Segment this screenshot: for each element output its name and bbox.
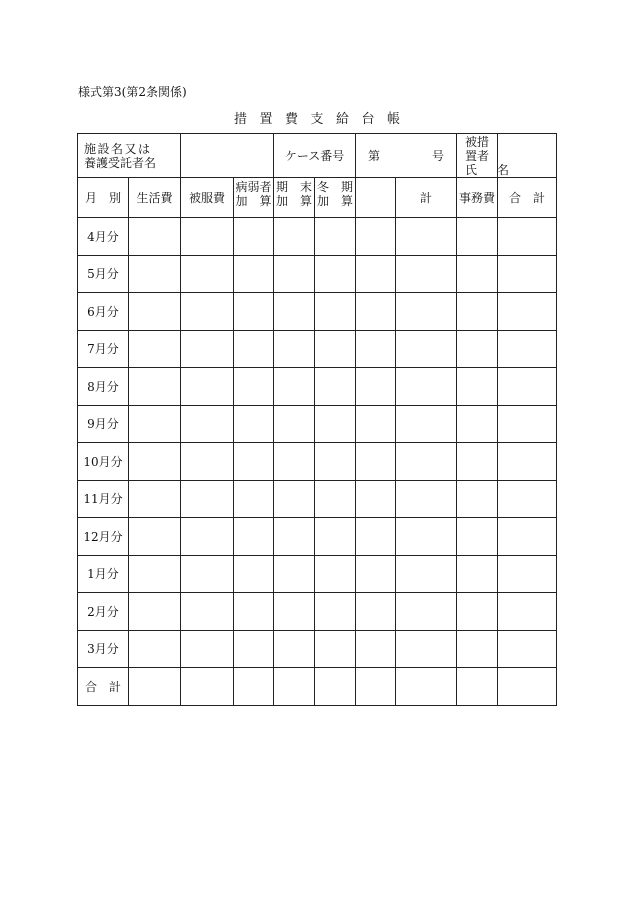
amount-cell[interactable]	[274, 405, 315, 443]
col-winter-addition	[315, 178, 356, 218]
document-title: 措置費支給台帳	[234, 112, 413, 127]
month-label: 1月分	[78, 555, 129, 593]
amount-cell[interactable]	[315, 405, 356, 443]
col-subtotal: 計	[396, 178, 457, 218]
total-cell[interactable]	[396, 668, 457, 706]
amount-cell[interactable]	[181, 630, 234, 668]
amount-cell[interactable]	[181, 255, 234, 293]
amount-cell[interactable]	[356, 293, 396, 331]
case-number-go: 号	[432, 149, 445, 163]
amount-cell[interactable]	[129, 255, 181, 293]
amount-cell[interactable]	[498, 480, 557, 518]
total-row	[78, 668, 557, 706]
month-row	[78, 255, 557, 293]
amount-cell[interactable]	[274, 630, 315, 668]
amount-cell[interactable]	[396, 593, 457, 631]
amount-cell[interactable]	[315, 480, 356, 518]
amount-cell[interactable]	[234, 405, 274, 443]
total-cell[interactable]	[181, 668, 234, 706]
total-cell[interactable]	[457, 668, 498, 706]
amount-cell[interactable]	[396, 368, 457, 406]
amount-cell[interactable]	[181, 368, 234, 406]
total-cell[interactable]	[234, 668, 274, 706]
amount-cell[interactable]	[498, 255, 557, 293]
amount-cell[interactable]	[181, 593, 234, 631]
total-cell[interactable]	[315, 668, 356, 706]
month-label: 10月分	[78, 443, 129, 481]
amount-cell[interactable]	[356, 480, 396, 518]
amount-cell[interactable]	[457, 405, 498, 443]
amount-cell[interactable]	[457, 255, 498, 293]
month-row	[78, 368, 557, 406]
amount-cell[interactable]	[457, 218, 498, 256]
col-yearend-line2: 加 算	[276, 194, 313, 208]
amount-cell[interactable]	[129, 368, 181, 406]
amount-cell[interactable]	[457, 593, 498, 631]
amount-cell[interactable]	[234, 630, 274, 668]
amount-cell[interactable]	[181, 405, 234, 443]
total-cell[interactable]	[356, 668, 396, 706]
amount-cell[interactable]	[315, 555, 356, 593]
month-row	[78, 443, 557, 481]
amount-cell[interactable]	[274, 368, 315, 406]
month-label: 11月分	[78, 480, 129, 518]
month-row	[78, 630, 557, 668]
amount-cell[interactable]	[396, 443, 457, 481]
amount-cell[interactable]	[274, 518, 315, 556]
amount-cell[interactable]	[356, 330, 396, 368]
month-label: 12月分	[78, 518, 129, 556]
amount-cell[interactable]	[498, 555, 557, 593]
month-label: 6月分	[78, 293, 129, 331]
person-label-cell	[457, 134, 510, 178]
amount-cell[interactable]	[396, 255, 457, 293]
amount-cell[interactable]	[396, 518, 457, 556]
amount-cell[interactable]	[356, 368, 396, 406]
case-number-field[interactable]	[356, 134, 457, 178]
ledger-table	[77, 133, 557, 706]
col-sick-addition	[234, 178, 274, 218]
amount-cell[interactable]	[498, 330, 557, 368]
amount-cell[interactable]	[498, 293, 557, 331]
amount-cell[interactable]	[356, 405, 396, 443]
amount-cell[interactable]	[498, 518, 557, 556]
amount-cell[interactable]	[396, 480, 457, 518]
col-sick-line1: 病弱者	[235, 180, 272, 194]
amount-cell[interactable]	[457, 480, 498, 518]
amount-cell[interactable]	[129, 293, 181, 331]
facility-label-line1: 施設名又は	[84, 142, 150, 156]
amount-cell[interactable]	[181, 218, 234, 256]
amount-cell[interactable]	[234, 330, 274, 368]
amount-cell[interactable]	[129, 443, 181, 481]
header-row	[78, 134, 557, 178]
amount-cell[interactable]	[181, 330, 234, 368]
amount-cell[interactable]	[181, 443, 234, 481]
amount-cell[interactable]	[498, 443, 557, 481]
amount-cell[interactable]	[315, 518, 356, 556]
amount-cell[interactable]	[356, 443, 396, 481]
amount-cell[interactable]	[457, 555, 498, 593]
amount-cell[interactable]	[356, 518, 396, 556]
amount-cell[interactable]	[274, 593, 315, 631]
amount-cell[interactable]	[181, 555, 234, 593]
amount-cell[interactable]	[274, 443, 315, 481]
col-total: 合 計	[498, 178, 557, 218]
amount-cell[interactable]	[129, 218, 181, 256]
month-label: 2月分	[78, 593, 129, 631]
amount-cell[interactable]	[457, 368, 498, 406]
amount-cell[interactable]	[396, 555, 457, 593]
amount-cell[interactable]	[181, 293, 234, 331]
amount-cell[interactable]	[498, 593, 557, 631]
amount-cell[interactable]	[356, 255, 396, 293]
amount-cell[interactable]	[234, 368, 274, 406]
amount-cell[interactable]	[498, 218, 557, 256]
month-row	[78, 593, 557, 631]
month-label: 7月分	[78, 330, 129, 368]
total-cell[interactable]	[129, 668, 181, 706]
col-clothing: 被服費	[181, 178, 234, 218]
amount-cell[interactable]	[498, 630, 557, 668]
col-winter-line2: 加 算	[317, 194, 354, 208]
amount-cell[interactable]	[129, 593, 181, 631]
amount-cell[interactable]	[129, 630, 181, 668]
amount-cell[interactable]	[457, 630, 498, 668]
amount-cell[interactable]	[234, 218, 274, 256]
amount-cell[interactable]	[274, 480, 315, 518]
amount-cell[interactable]	[315, 593, 356, 631]
month-row	[78, 330, 557, 368]
amount-cell[interactable]	[457, 293, 498, 331]
month-row	[78, 293, 557, 331]
form-label: 様式第3(第2条関係)	[78, 85, 187, 99]
amount-cell[interactable]	[396, 630, 457, 668]
amount-cell[interactable]	[234, 293, 274, 331]
amount-cell[interactable]	[396, 330, 457, 368]
month-label: 8月分	[78, 368, 129, 406]
amount-cell[interactable]	[315, 630, 356, 668]
amount-cell[interactable]	[498, 405, 557, 443]
total-cell[interactable]	[274, 668, 315, 706]
month-row	[78, 218, 557, 256]
month-label: 3月分	[78, 630, 129, 668]
amount-cell[interactable]	[181, 518, 234, 556]
col-yearend-addition	[274, 178, 315, 218]
amount-cell[interactable]	[274, 330, 315, 368]
amount-cell[interactable]	[234, 443, 274, 481]
amount-cell[interactable]	[234, 480, 274, 518]
amount-cell[interactable]	[129, 405, 181, 443]
amount-cell[interactable]	[315, 218, 356, 256]
col-month: 月 別	[78, 178, 129, 218]
total-cell[interactable]	[498, 668, 557, 706]
col-blank	[356, 178, 396, 218]
month-row	[78, 480, 557, 518]
amount-cell[interactable]	[396, 218, 457, 256]
person-label-mei: 名	[497, 163, 510, 177]
amount-cell[interactable]	[274, 555, 315, 593]
amount-cell[interactable]	[356, 630, 396, 668]
amount-cell[interactable]	[457, 443, 498, 481]
amount-cell[interactable]	[181, 480, 234, 518]
month-rows	[78, 218, 557, 668]
amount-cell[interactable]	[234, 255, 274, 293]
facility-label-cell	[78, 134, 181, 178]
amount-cell[interactable]	[315, 293, 356, 331]
amount-cell[interactable]	[498, 368, 557, 406]
case-number-dai: 第	[368, 149, 381, 163]
col-winter-line1: 冬 期	[317, 180, 354, 194]
amount-cell[interactable]	[234, 555, 274, 593]
amount-cell[interactable]	[356, 555, 396, 593]
person-label-line1: 被措置者	[465, 135, 490, 163]
amount-cell[interactable]	[129, 555, 181, 593]
col-living: 生活費	[129, 178, 181, 218]
amount-cell[interactable]	[234, 593, 274, 631]
amount-cell[interactable]	[315, 255, 356, 293]
amount-cell[interactable]	[356, 593, 396, 631]
amount-cell[interactable]	[274, 255, 315, 293]
amount-cell[interactable]	[396, 405, 457, 443]
amount-cell[interactable]	[274, 293, 315, 331]
month-label: 9月分	[78, 405, 129, 443]
amount-cell[interactable]	[129, 480, 181, 518]
facility-name-field[interactable]	[181, 134, 274, 178]
col-yearend-line1: 期 末	[276, 180, 313, 194]
month-label: 4月分	[78, 218, 129, 256]
month-row	[78, 518, 557, 556]
facility-label-line2: 養護受託者名	[84, 156, 157, 170]
amount-cell[interactable]	[234, 518, 274, 556]
total-row-label: 合 計	[78, 668, 129, 706]
month-row	[78, 405, 557, 443]
person-label-shi: 氏	[465, 163, 497, 177]
amount-cell[interactable]	[129, 518, 181, 556]
amount-cell[interactable]	[274, 218, 315, 256]
col-office: 事務費	[457, 178, 498, 218]
amount-cell[interactable]	[356, 218, 396, 256]
amount-cell[interactable]	[396, 293, 457, 331]
column-header-row	[78, 178, 557, 218]
amount-cell[interactable]	[315, 368, 356, 406]
amount-cell[interactable]	[315, 443, 356, 481]
month-label: 5月分	[78, 255, 129, 293]
month-row	[78, 555, 557, 593]
amount-cell[interactable]	[457, 518, 498, 556]
amount-cell[interactable]	[129, 330, 181, 368]
case-number-label: ケース番号	[274, 134, 356, 178]
amount-cell[interactable]	[457, 330, 498, 368]
amount-cell[interactable]	[315, 330, 356, 368]
col-sick-line2: 加 算	[235, 194, 272, 208]
